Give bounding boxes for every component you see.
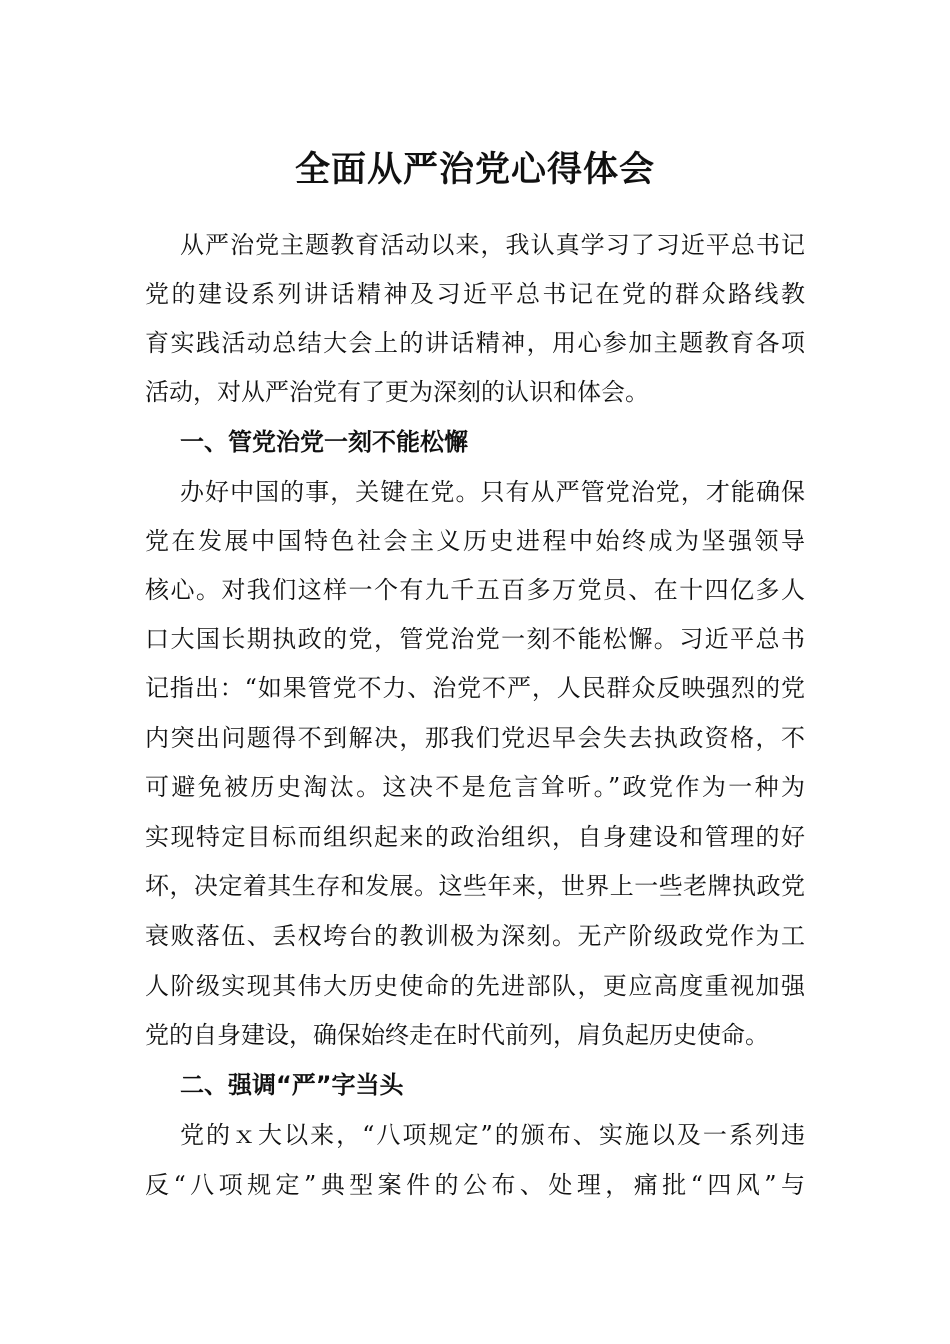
section-1-line-11: 人阶级实现其伟大历史使命的先进部队，更应高度重视加强 [145, 972, 805, 1000]
intro-line-1: 从严治党主题教育活动以来，我认真学习了习近平总书记 [180, 231, 805, 259]
section-1-line-2: 党在发展中国特色社会主义历史进程中始终成为坚强领导 [145, 527, 805, 555]
section-1-line-10: 衰败落伍、丢权垮台的教训极为深刻。无产阶级政党作为工 [145, 922, 805, 950]
section-1-line-1: 办好中国的事，关键在党。只有从严管党治党，才能确保 [180, 478, 805, 506]
section-1-heading: 一、管党治党一刻不能松懈 [180, 428, 468, 456]
section-1-line-7: 可避免被历史淘汰。这决不是危言耸听。”政党作为一种为 [145, 773, 805, 801]
section-1-line-5: 记指出：“如果管党不力、治党不严，人民群众反映强烈的党 [145, 674, 805, 702]
section-2-line-1: 党的ｘ大以来，“八项规定”的颁布、实施以及一系列违 [180, 1121, 805, 1149]
document-title: 全面从严治党心得体会 [294, 149, 655, 190]
section-1-line-4: 口大国长期执政的党，管党治党一刻不能松懈。习近平总书 [145, 625, 805, 653]
section-2-line-2: 反“八项规定”典型案件的公布、处理，痛批“四风”与 [145, 1171, 805, 1199]
intro-line-3: 育实践活动总结大会上的讲话精神，用心参加主题教育各项 [145, 329, 805, 357]
section-1-line-8: 实现特定目标而组织起来的政治组织，自身建设和管理的好 [145, 823, 805, 851]
section-1-line-9: 坏，决定着其生存和发展。这些年来，世界上一些老牌执政党 [145, 872, 805, 900]
section-1-line-6: 内突出问题得不到解决，那我们党迟早会失去执政资格，不 [145, 724, 805, 752]
section-1-line-3: 核心。对我们这样一个有九千五百多万党员、在十四亿多人 [145, 576, 805, 604]
intro-line-4: 活动，对从严治党有了更为深刻的认识和体会。 [145, 378, 649, 406]
section-1-line-12: 党的自身建设，确保始终走在时代前列，肩负起历史使命。 [145, 1021, 769, 1049]
section-2-heading: 二、强调“严”字当头 [180, 1071, 404, 1099]
intro-line-2: 党的建设系列讲话精神及习近平总书记在党的群众路线教 [145, 280, 805, 308]
